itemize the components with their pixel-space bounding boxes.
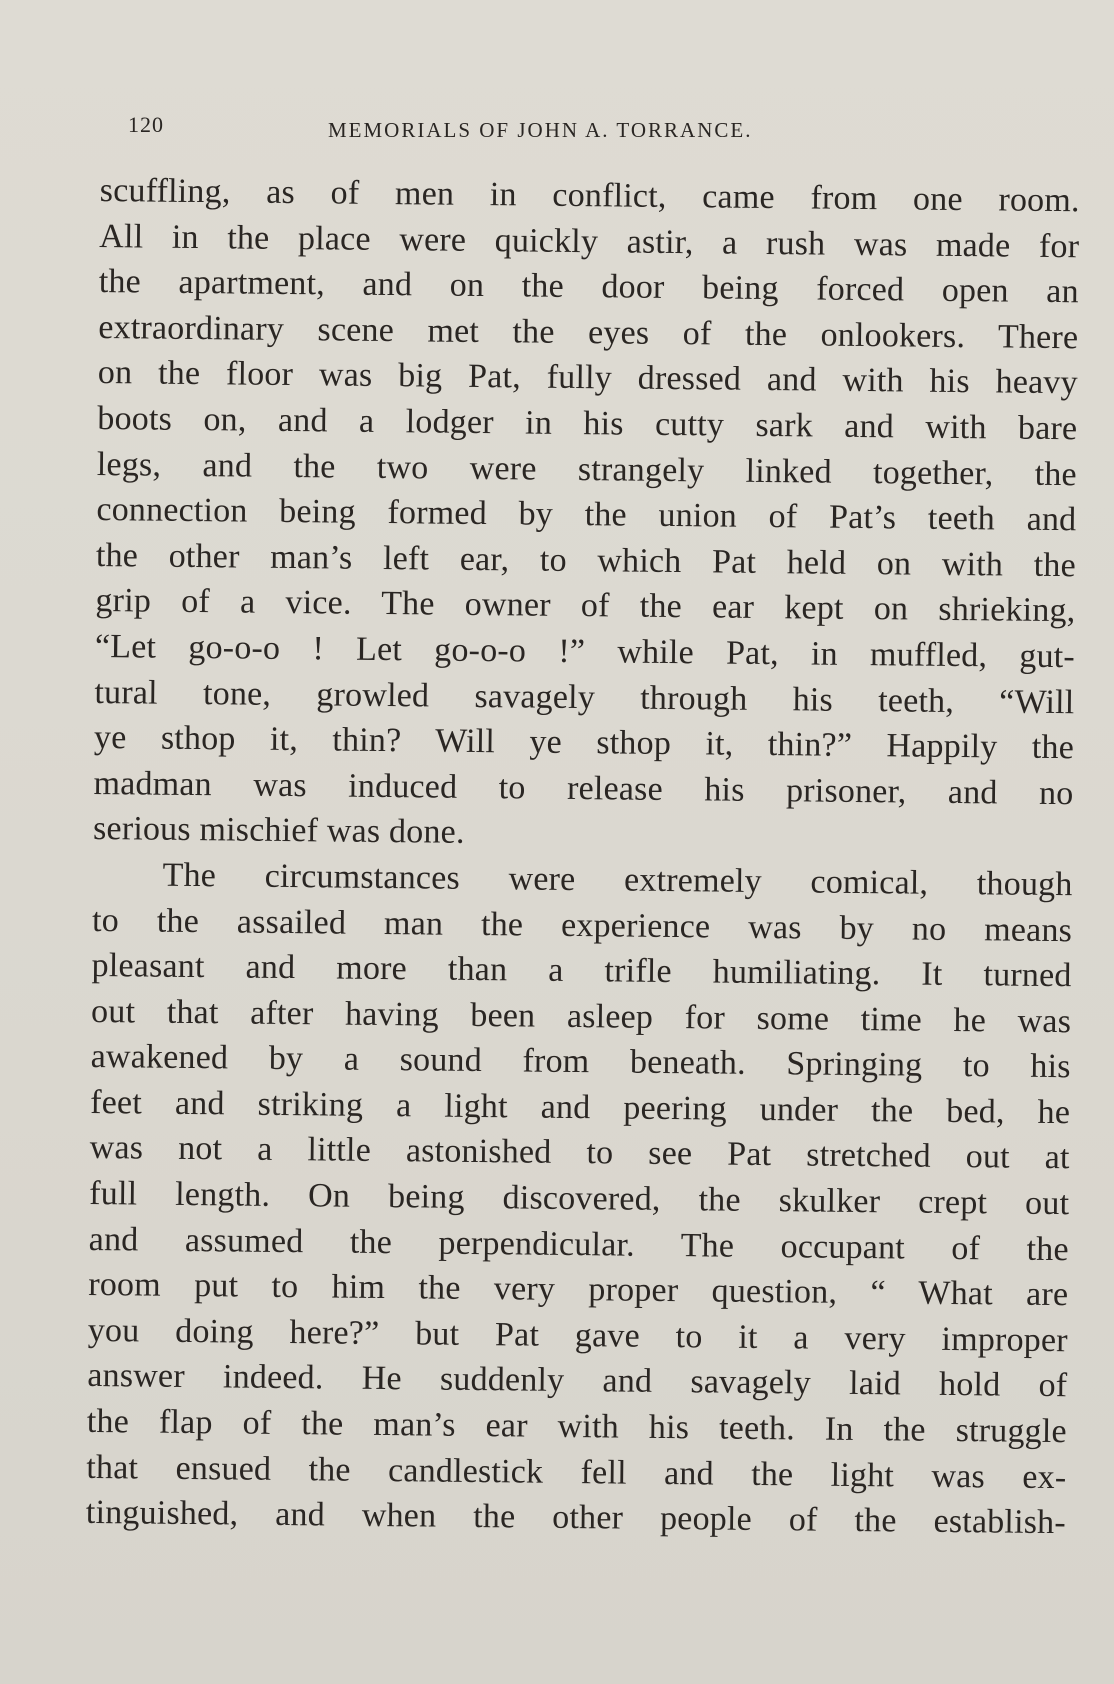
running-head: [128, 112, 868, 152]
text-line: grip of a vice. The owner of the ear kept on shrieking,: [95, 582, 1076, 630]
text-line: to the assailed man the experience was by no means: [91, 901, 1073, 949]
text-line: madman was induced to release his prisoner, and no: [93, 764, 1074, 812]
text-line: tinguished, and when the other people of the establish-: [85, 1494, 1067, 1542]
text-line: awakened by a sound from beneath. Springing to his: [90, 1038, 1071, 1086]
text-line: pleasant and more than a trifle humiliating. It turned: [91, 947, 1072, 995]
text-line: was not a little astonished to see Pat stretched out at: [89, 1129, 1070, 1177]
body-text: [86, 168, 1080, 1546]
text-line: the other man’s left ear, to which Pat held on with the: [95, 536, 1077, 584]
text-line: and assumed the perpendicular. The occupant of the: [88, 1220, 1069, 1268]
text-line: The circumstances were extremely comical, though: [162, 856, 1073, 904]
text-line: legs, and the two were strangely linked together, the: [96, 445, 1078, 493]
text-line: room put to him the very proper question, “ What are: [88, 1266, 1069, 1314]
text-line: boots on, and a lodger in his cutty sark and with bare: [97, 399, 1078, 448]
text-line: connection being formed by the union of Pat’s teeth and: [96, 491, 1077, 539]
text-line: extraordinary scene met the eyes of the onlookers. There: [98, 308, 1079, 357]
running-title: MEMORIALS OF JOHN A. TORRANCE.: [328, 118, 753, 142]
text-line: “Let go-o-o ! Let go-o-o !” while Pat, in muffled, gut-: [94, 627, 1076, 676]
text-line: out that after having been asleep for some time he was: [90, 992, 1072, 1040]
text-line: tural tone, growled savagely through his teeth, “Will: [94, 673, 1075, 721]
text-line: you doing here?” but Pat gave to it a very improper: [87, 1311, 1068, 1360]
text-line: feet and striking a light and peering under the bed, he: [90, 1083, 1071, 1132]
text-line: scuffling, as of men in conflict, came from one room.: [99, 171, 1080, 220]
text-line: the apartment, and on the door being forced open an: [98, 263, 1079, 311]
text-line: ye sthop it, thin? Will ye sthop it, thin?” Happily the: [93, 719, 1075, 767]
text-line: the flap of the man’s ear with his teeth. In the struggle: [86, 1402, 1068, 1451]
text-line: that ensued the candlestick fell and the light was ex-: [86, 1448, 1067, 1496]
text-line: All in the place were quickly astir, a rush was made for: [99, 217, 1080, 265]
paragraph-2: [86, 852, 1073, 1546]
text-line: serious mischief was done.: [92, 810, 465, 852]
text-line: full length. On being discovered, the skulker crept out: [89, 1175, 1070, 1223]
page-number: 120: [128, 112, 164, 137]
paragraph-1: [93, 168, 1080, 862]
text-line: answer indeed. He suddenly and savagely laid hold of: [87, 1357, 1068, 1405]
text-line: on the floor was big Pat, fully dressed and with his heavy: [97, 354, 1078, 402]
